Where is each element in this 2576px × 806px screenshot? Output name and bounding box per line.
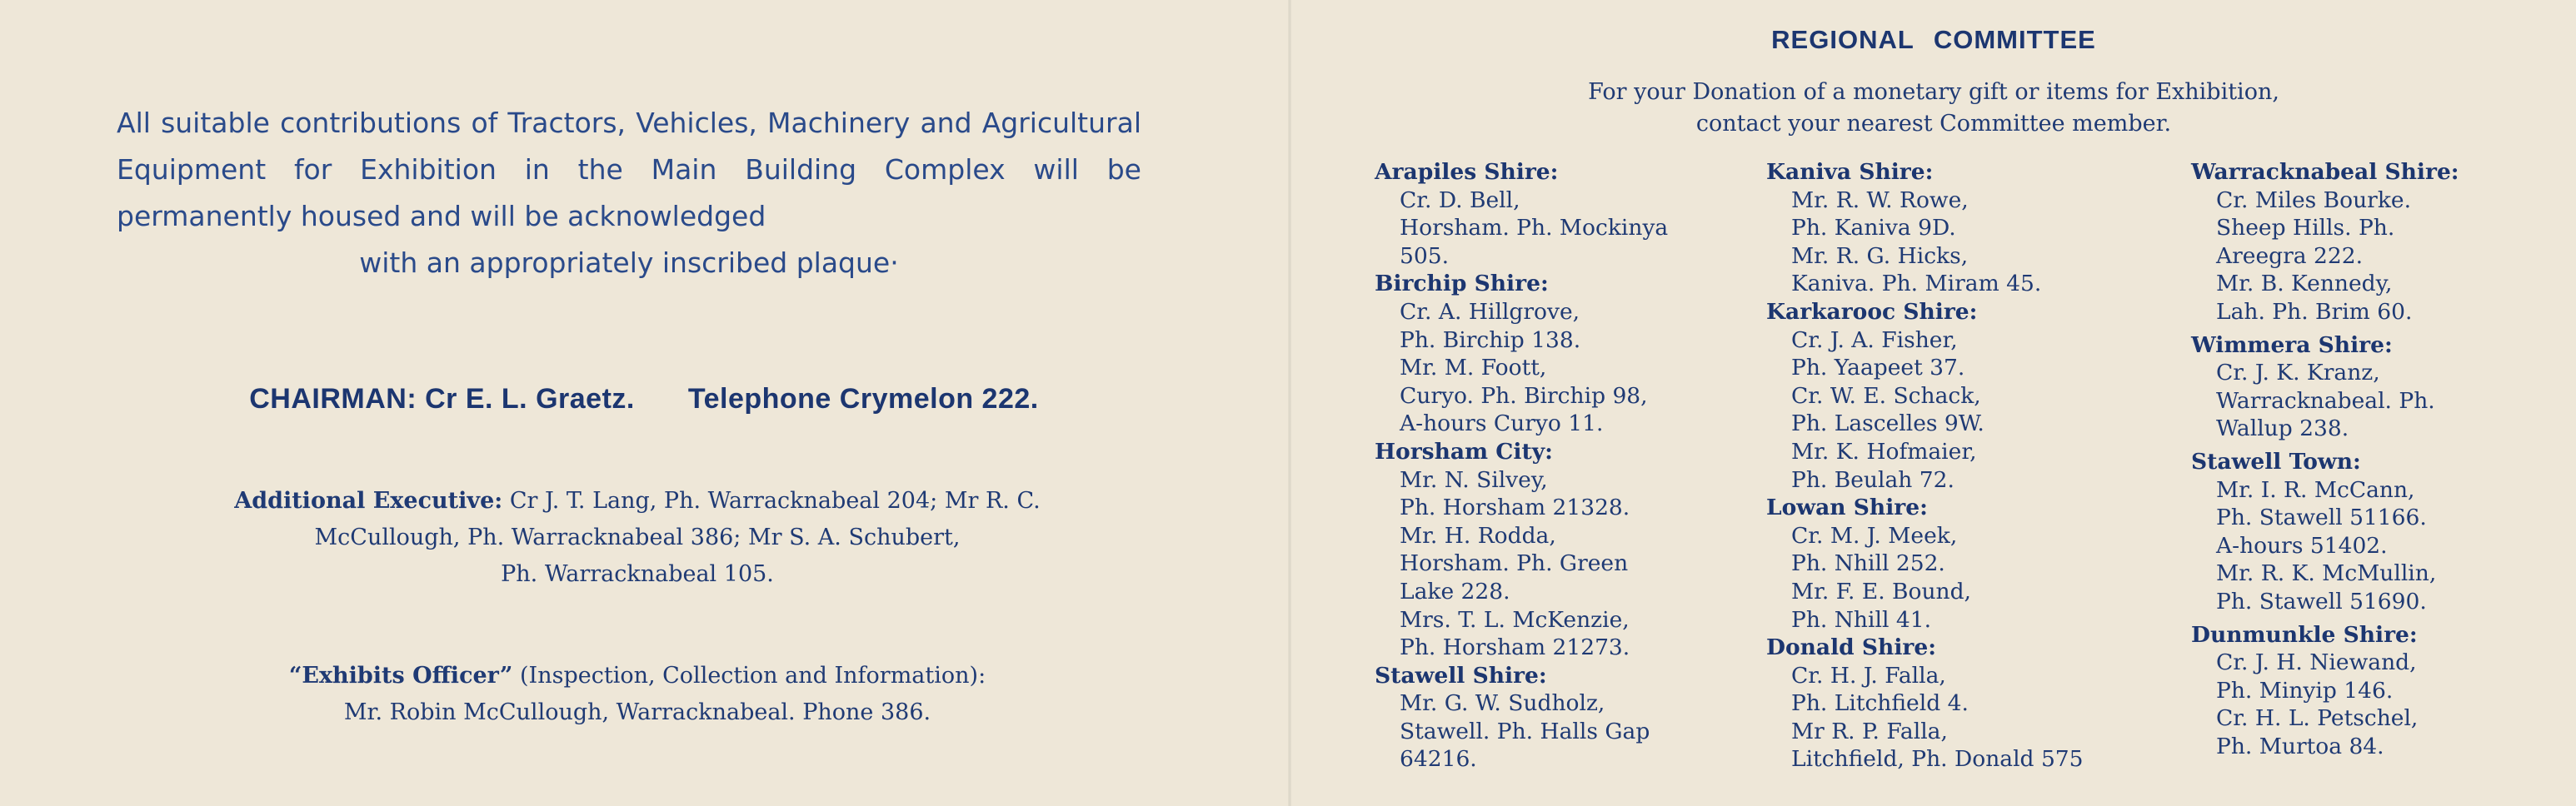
shire-name: Karkarooc Shire: xyxy=(1766,298,1978,325)
shire-entry xyxy=(1375,662,1775,774)
committee-member-line: Mr. R. G. Hicks, xyxy=(1791,242,1969,269)
shire-name: Stawell Shire: xyxy=(1375,662,1547,689)
chairman-telephone: Telephone Crymelon 222. xyxy=(687,383,1039,415)
committee-member-line: Mr. F. E. Bound, xyxy=(1791,578,1971,604)
shire-name: Birchip Shire: xyxy=(1375,271,1549,297)
committee-member-line: Mr. R. W. Rowe, xyxy=(1791,187,1969,213)
officer-contact: Mr. Robin McCullough, Warracknabeal. Phone 386. xyxy=(343,699,931,725)
subtitle-line-2: contact your nearest Committee member. xyxy=(1695,111,2172,137)
committee-member-line: Ph. Beulah 72. xyxy=(1791,466,1954,493)
additional-executive xyxy=(117,483,1158,593)
committee-member-line: Ph. Lascelles 9W. xyxy=(1791,410,1984,437)
committee-member-line: A-hours Curyo 11. xyxy=(1400,410,1604,437)
committee-member-line: Ph. Murtoa 84. xyxy=(2216,733,2384,759)
exhibits-officer xyxy=(117,658,1158,731)
shire-name: Stawell Town: xyxy=(2191,448,2361,475)
shire-entry xyxy=(1766,634,2166,774)
shire-name: Kaniva Shire: xyxy=(1766,159,1934,185)
shire-entry xyxy=(1375,270,1775,438)
shire-name: Warracknabeal Shire: xyxy=(2191,159,2459,185)
committee-member-line: Lah. Ph. Brim 60. xyxy=(2216,298,2413,325)
shire-name: Arapiles Shire: xyxy=(1375,159,1559,185)
committee-member-line: 64216. xyxy=(1400,746,1477,773)
committee-member-line: Ph. Kaniva 9D. xyxy=(1791,215,1956,241)
shire-entry xyxy=(1766,298,2166,494)
committee-member-line: Ph. Minyip 146. xyxy=(2216,677,2394,704)
committee-member-line: Cr. D. Bell, xyxy=(1400,187,1520,213)
regional-committee-subtitle xyxy=(1291,77,2576,140)
shire-name: Donald Shire: xyxy=(1766,634,1936,661)
committee-member-line: Mr. G. W. Sudholz, xyxy=(1400,690,1605,717)
committee-member-line: Litchfield, Ph. Donald 575 xyxy=(1791,746,2084,773)
subtitle-line-1: For your Donation of a monetary gift or items for Exhibition, xyxy=(1588,79,2279,105)
committee-column-1 xyxy=(1375,158,1775,774)
shire-entry xyxy=(2191,331,2558,443)
shire-entry xyxy=(2191,448,2558,616)
officer-role: (Inspection, Collection and Information): xyxy=(512,663,986,689)
committee-member-line: Curyo. Ph. Birchip 98, xyxy=(1400,382,1648,409)
chairman-name: CHAIRMAN: Cr E. L. Graetz. xyxy=(249,383,635,415)
committee-member-line: Lake 228. xyxy=(1400,578,1510,604)
shire-entry xyxy=(2191,158,2558,326)
committee-member-line: Cr. J. K. Kranz, xyxy=(2216,360,2380,386)
officer-label: “Exhibits Officer” xyxy=(288,663,513,689)
committee-member-line: Ph. Stawell 51690. xyxy=(2216,588,2427,614)
committee-member-line: Horsham. Ph. Green xyxy=(1400,550,1629,577)
committee-column-2 xyxy=(1766,158,2166,774)
committee-member-line: Cr. W. E. Schack, xyxy=(1791,382,1981,409)
shire-entry xyxy=(1766,494,2166,634)
shire-entry xyxy=(2191,621,2558,761)
committee-member-line: Cr. Miles Bourke. xyxy=(2216,187,2411,213)
committee-member-line: Ph. Horsham 21328. xyxy=(1400,495,1630,521)
committee-member-line: Mr. K. Hofmaier, xyxy=(1791,438,1977,465)
committee-member-line: Kaniva. Ph. Miram 45. xyxy=(1791,271,2042,297)
shire-name: Lowan Shire: xyxy=(1766,495,1928,521)
exec-line-3: Ph. Warracknabeal 105. xyxy=(501,561,774,587)
right-panel xyxy=(1291,0,2576,806)
committee-member-line: Ph. Nhill 41. xyxy=(1791,606,1931,633)
intro-paragraph xyxy=(117,100,1141,286)
committee-member-line: Wallup 238. xyxy=(2216,415,2349,442)
shire-name: Horsham City: xyxy=(1375,438,1553,465)
committee-member-line: Mrs. T. L. McKenzie, xyxy=(1400,606,1630,633)
exec-label: Additional Executive: xyxy=(234,488,503,514)
intro-last-line: with an appropriately inscribed plaque· xyxy=(359,246,899,279)
committee-member-line: Areegra 222. xyxy=(2216,242,2364,269)
shire-name: Dunmunkle Shire: xyxy=(2191,621,2418,648)
regional-committee-title: REGIONAL COMMITTEE xyxy=(1771,25,2096,54)
committee-member-line: Cr. J. A. Fisher, xyxy=(1791,326,1958,353)
committee-member-line: Cr. H. L. Petschel, xyxy=(2216,705,2419,732)
committee-member-line: Horsham. Ph. Mockinya xyxy=(1400,215,1669,241)
committee-member-line: Cr. A. Hillgrove, xyxy=(1400,298,1580,325)
chairman-line xyxy=(0,383,1288,415)
committee-member-line: Ph. Yaapeet 37. xyxy=(1791,355,1965,381)
committee-member-line: Mr. B. Kennedy, xyxy=(2216,271,2393,297)
committee-member-line: Ph. Nhill 252. xyxy=(1791,550,1945,577)
shire-name: Wimmera Shire: xyxy=(2191,331,2393,358)
committee-member-line: Cr. M. J. Meek, xyxy=(1791,522,1958,549)
committee-member-line: Mr. N. Silvey, xyxy=(1400,466,1548,493)
committee-column-3 xyxy=(2191,158,2558,760)
committee-member-line: A-hours 51402. xyxy=(2216,532,2388,559)
committee-member-line: Cr. H. J. Falla, xyxy=(1791,662,1946,689)
committee-member-line: Mr. H. Rodda, xyxy=(1400,522,1556,549)
committee-member-line: Ph. Litchfield 4. xyxy=(1791,690,1969,717)
exec-line-2: McCullough, Ph. Warracknabeal 386; Mr S. A. Schubert, xyxy=(314,525,961,550)
committee-member-line: Cr. J. H. Niewand, xyxy=(2216,649,2417,676)
committee-member-line: Mr. I. R. McCann, xyxy=(2216,476,2415,503)
committee-member-line: Sheep Hills. Ph. xyxy=(2216,215,2395,241)
shire-entry xyxy=(1375,438,1775,662)
shire-entry xyxy=(1766,158,2166,298)
committee-member-line: Ph. Stawell 51166. xyxy=(2216,505,2427,531)
committee-member-line: Stawell. Ph. Halls Gap xyxy=(1400,718,1650,744)
committee-member-line: Mr. M. Foott, xyxy=(1400,355,1547,381)
committee-member-line: Mr R. P. Falla, xyxy=(1791,718,1948,744)
shire-entry xyxy=(1375,158,1775,270)
intro-text: All suitable contributions of Tractors, Vehicles, Machinery and Agricultural Equipment for Exhibition in the Main Building Complex will be permanently housed and will be acknowledged xyxy=(117,107,1141,232)
committee-member-line: Mr. R. K. McMullin, xyxy=(2216,560,2437,587)
committee-member-line: Ph. Birchip 138. xyxy=(1400,326,1581,353)
committee-member-line: 505. xyxy=(1400,242,1450,269)
exec-line-1: Cr J. T. Lang, Ph. Warracknabeal 204; Mr R. C. xyxy=(502,488,1041,514)
committee-member-line: Warracknabeal. Ph. xyxy=(2216,387,2435,414)
committee-member-line: Ph. Horsham 21273. xyxy=(1400,634,1630,661)
